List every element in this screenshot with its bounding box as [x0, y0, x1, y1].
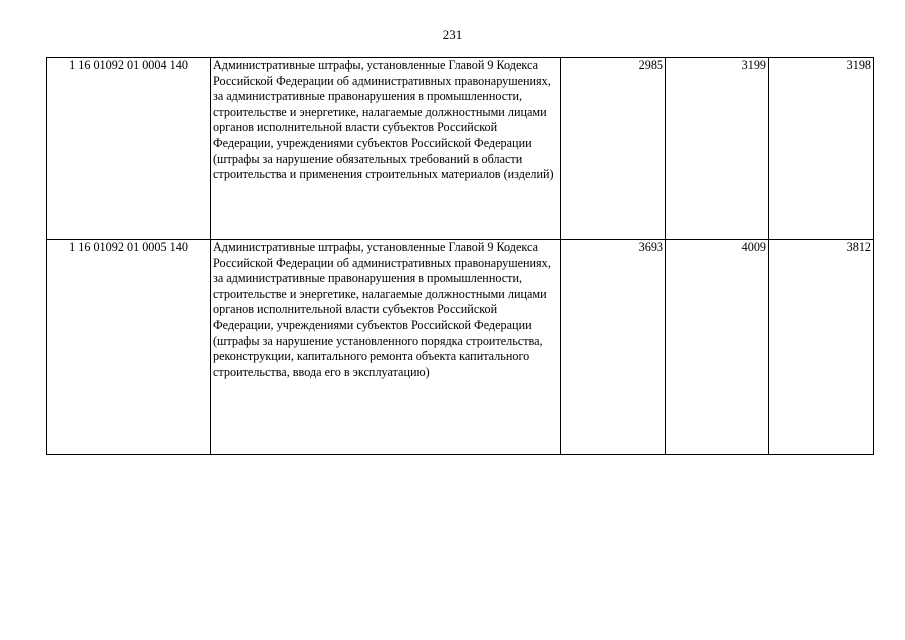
budget-table	[46, 57, 874, 455]
value-cell-year-2: 4009	[666, 240, 769, 455]
value-cell-year-1: 3693	[561, 240, 666, 455]
value-cell-year-3: 3198	[769, 58, 874, 240]
page-number: 231	[442, 27, 463, 42]
budget-code-cell: 1 16 01092 01 0005 140	[47, 240, 211, 455]
table-row	[47, 58, 874, 240]
value-cell-year-1: 2985	[561, 58, 666, 240]
value-cell-year-3: 3812	[769, 240, 874, 455]
description-cell: Административные штрафы, установленные Главой 9 Кодекса Российской Федерации об административных правонарушениях, за административные правонарушения в промышленности, строительстве и энергетике, налагаемые должностными лицами органов исполнительной власти субъектов Российской Федерации, учреждениями субъектов Российской Федерации (штрафы за нарушение обязательных требований в области строительства и применения строительных материалов (изделий)	[211, 58, 561, 240]
value-cell-year-2: 3199	[666, 58, 769, 240]
table-row	[47, 240, 874, 455]
budget-code-cell: 1 16 01092 01 0004 140	[47, 58, 211, 240]
description-cell: Административные штрафы, установленные Главой 9 Кодекса Российской Федерации об административных правонарушениях, за административные правонарушения в промышленности, строительстве и энергетике, налагаемые должностными лицами органов исполнительной власти субъектов Российской Федерации, учреждениями субъектов Российской Федерации (штрафы за нарушение установленного порядка строительства, реконструкции, капитального ремонта объекта капитального строительства, ввода его в эксплуатацию)	[211, 240, 561, 455]
